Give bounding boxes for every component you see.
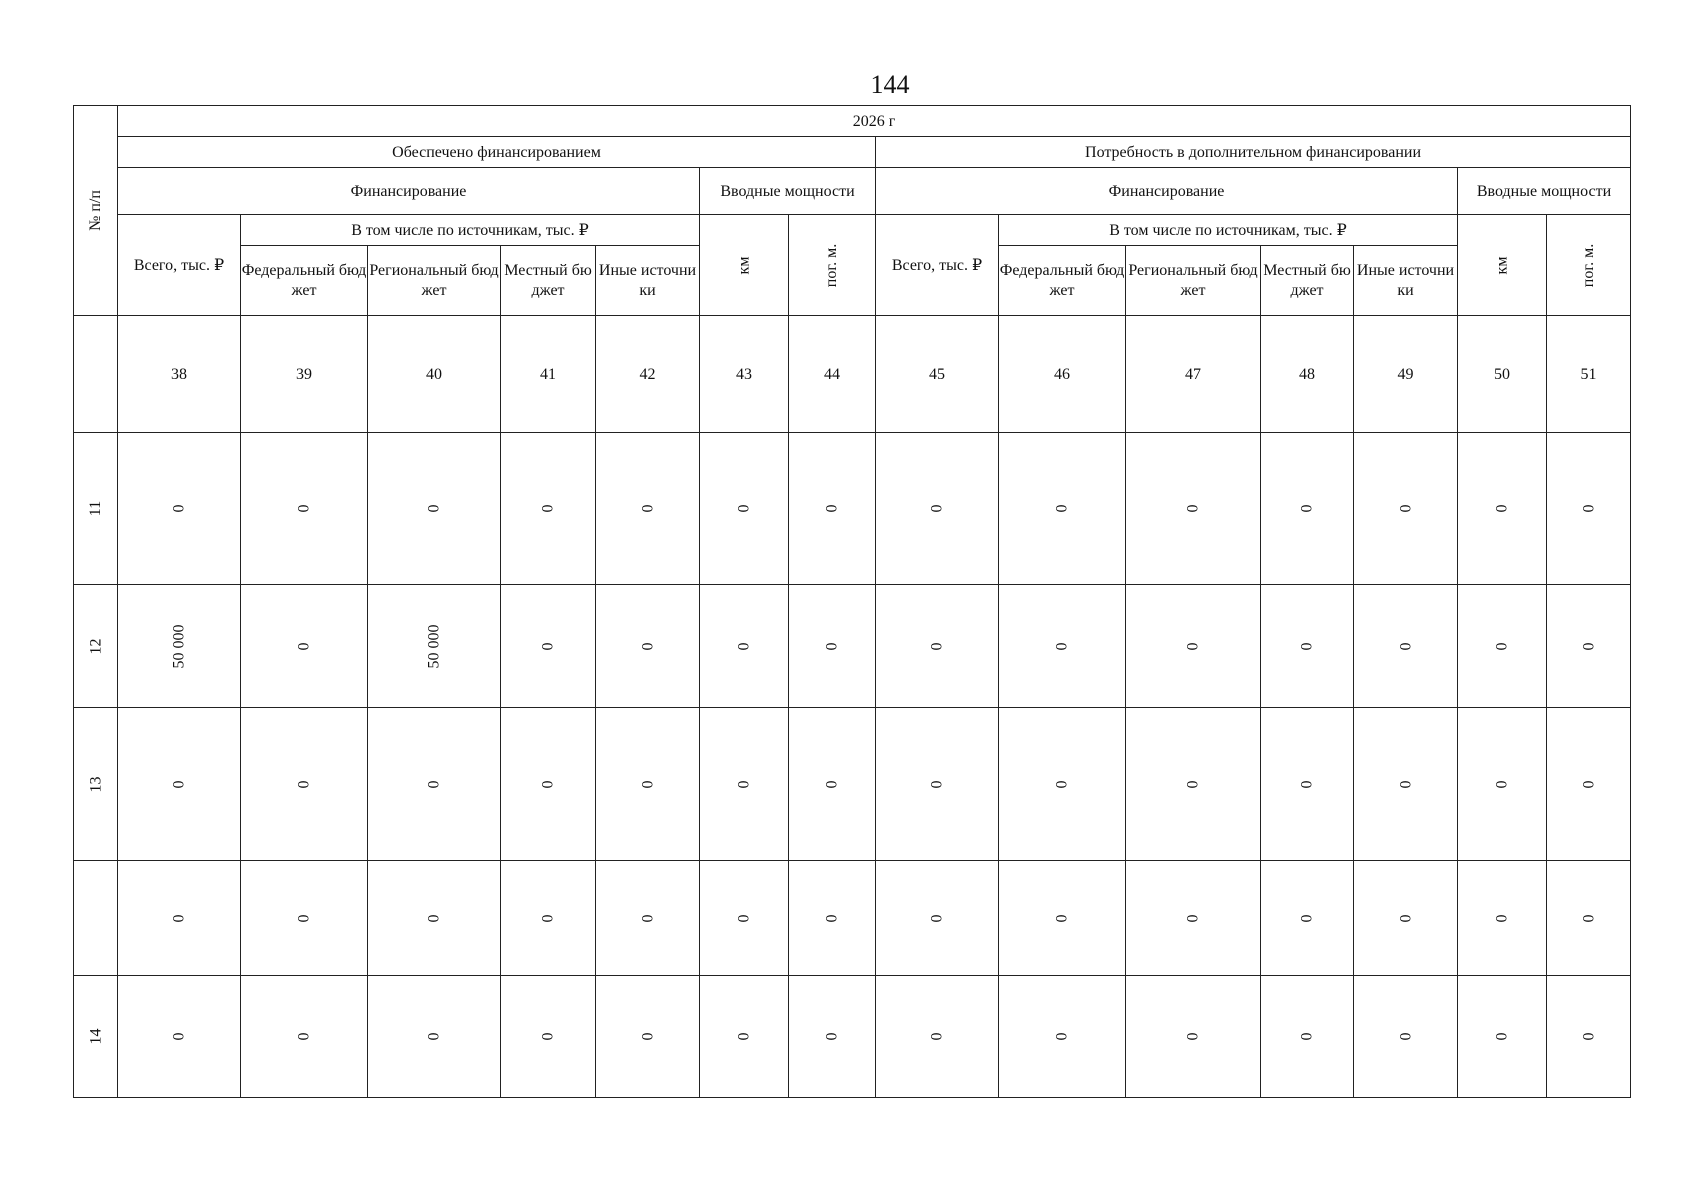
column-number: 51 — [1547, 316, 1631, 433]
table-cell: 0 — [1458, 433, 1547, 585]
table-cell: 0 — [241, 585, 368, 708]
unit-pog-header-secured: пог. м. — [789, 215, 876, 316]
table-cell: 0 — [1547, 433, 1631, 585]
row-number-header: № п/п — [74, 106, 118, 316]
table-cell: 0 — [1126, 976, 1261, 1098]
table-cell: 0 — [700, 861, 789, 976]
column-number: 41 — [501, 316, 596, 433]
local-budget-header-need: Местный бюджет — [1261, 246, 1354, 316]
table-cell: 0 — [1547, 861, 1631, 976]
table-cell: 0 — [1126, 433, 1261, 585]
secured-financing-header: Обеспечено финансированием — [118, 137, 876, 168]
table-cell: 0 — [1458, 976, 1547, 1098]
unit-pog-header-need: пог. м. — [1547, 215, 1631, 316]
table-cell: 0 — [789, 861, 876, 976]
table-cell: 0 — [1126, 861, 1261, 976]
column-number: 43 — [700, 316, 789, 433]
table-cell: 0 — [700, 976, 789, 1098]
table-cell: 0 — [501, 433, 596, 585]
table-cell: 0 — [700, 708, 789, 861]
financing-header-secured: Финансирование — [118, 168, 700, 215]
table-cell: 0 — [999, 976, 1126, 1098]
page-number: 144 — [870, 70, 910, 99]
table-cell: 0 — [501, 708, 596, 861]
other-sources-header-secured: Иные источники — [596, 246, 700, 316]
table-cell: 0 — [1126, 585, 1261, 708]
table-cell: 0 — [876, 585, 999, 708]
table-cell: 0 — [1458, 708, 1547, 861]
capacity-header-need: Вводные мощности — [1458, 168, 1631, 215]
column-number: 45 — [876, 316, 999, 433]
table-cell: 50 000 — [118, 585, 241, 708]
table-cell: 0 — [1261, 861, 1354, 976]
table-row — [74, 976, 1631, 1098]
column-number: 50 — [1458, 316, 1547, 433]
table-cell: 0 — [241, 861, 368, 976]
table-cell: 0 — [876, 861, 999, 976]
table-cell: 0 — [999, 585, 1126, 708]
table-cell: 0 — [241, 708, 368, 861]
other-sources-header-need: Иные источники — [1354, 246, 1458, 316]
row-number — [74, 861, 118, 976]
row-number: 11 — [74, 433, 118, 585]
column-number — [74, 316, 118, 433]
table-body — [74, 433, 1631, 1098]
table-cell: 0 — [596, 585, 700, 708]
table-cell: 0 — [368, 433, 501, 585]
table-cell: 0 — [118, 433, 241, 585]
table-cell: 0 — [368, 976, 501, 1098]
column-number: 38 — [118, 316, 241, 433]
local-budget-header-secured: Местный бюджет — [501, 246, 596, 316]
table-cell: 0 — [789, 708, 876, 861]
table-cell: 0 — [1354, 708, 1458, 861]
table-cell: 0 — [1354, 861, 1458, 976]
table-cell: 0 — [789, 433, 876, 585]
table-cell: 0 — [1126, 708, 1261, 861]
column-numbers-row — [74, 316, 1631, 433]
table-cell: 0 — [501, 585, 596, 708]
table-cell: 50 000 — [368, 585, 501, 708]
table-cell: 0 — [999, 708, 1126, 861]
unit-km-header-secured: км — [700, 215, 789, 316]
table-cell: 0 — [1458, 585, 1547, 708]
table-cell: 0 — [1261, 585, 1354, 708]
unit-km-header-need: км — [1458, 215, 1547, 316]
table-cell: 0 — [501, 976, 596, 1098]
table-cell: 0 — [596, 976, 700, 1098]
financing-header-need: Финансирование — [876, 168, 1458, 215]
regional-budget-header-secured: Региональный бюджет — [368, 246, 501, 316]
table-cell: 0 — [501, 861, 596, 976]
year-header: 2026 г — [118, 106, 1631, 137]
capacity-header-secured: Вводные мощности — [700, 168, 876, 215]
table-cell: 0 — [241, 976, 368, 1098]
table-cell: 0 — [700, 433, 789, 585]
table-cell: 0 — [789, 976, 876, 1098]
table-cell: 0 — [1547, 708, 1631, 861]
column-number: 40 — [368, 316, 501, 433]
table-cell: 0 — [118, 708, 241, 861]
column-number: 48 — [1261, 316, 1354, 433]
column-number: 47 — [1126, 316, 1261, 433]
table-cell: 0 — [789, 585, 876, 708]
column-number: 42 — [596, 316, 700, 433]
total-header-secured: Всего, тыс. ₽ — [118, 215, 241, 316]
table-cell: 0 — [1354, 976, 1458, 1098]
table-row — [74, 861, 1631, 976]
table-cell: 0 — [999, 433, 1126, 585]
table-cell: 0 — [1261, 976, 1354, 1098]
table-cell: 0 — [1458, 861, 1547, 976]
table-cell: 0 — [876, 433, 999, 585]
table-row — [74, 708, 1631, 861]
column-number: 39 — [241, 316, 368, 433]
table-cell: 0 — [999, 861, 1126, 976]
table-cell: 0 — [1547, 976, 1631, 1098]
column-number: 46 — [999, 316, 1126, 433]
table-cell: 0 — [596, 861, 700, 976]
row-number: 13 — [74, 708, 118, 861]
table-cell: 0 — [1354, 585, 1458, 708]
table-cell: 0 — [1261, 433, 1354, 585]
table-row — [74, 585, 1631, 708]
column-number: 49 — [1354, 316, 1458, 433]
table-cell: 0 — [118, 976, 241, 1098]
regional-budget-header-need: Региональный бюджет — [1126, 246, 1261, 316]
federal-budget-header-need: Федеральный бюджет — [999, 246, 1126, 316]
table-row — [74, 433, 1631, 585]
table-cell: 0 — [876, 708, 999, 861]
total-header-need: Всего, тыс. ₽ — [876, 215, 999, 316]
table-cell: 0 — [596, 433, 700, 585]
table-cell: 0 — [368, 861, 501, 976]
table-cell: 0 — [596, 708, 700, 861]
additional-financing-need-header: Потребность в дополнительном финансировании — [876, 137, 1631, 168]
table-cell: 0 — [118, 861, 241, 976]
sources-header-secured: В том числе по источникам, тыс. ₽ — [241, 215, 700, 246]
row-number: 12 — [74, 585, 118, 708]
table-cell: 0 — [368, 708, 501, 861]
table-cell: 0 — [1547, 585, 1631, 708]
table-cell: 0 — [241, 433, 368, 585]
table-cell: 0 — [876, 976, 999, 1098]
sources-header-need: В том числе по источникам, тыс. ₽ — [999, 215, 1458, 246]
federal-budget-header-secured: Федеральный бюджет — [241, 246, 368, 316]
table-cell: 0 — [1261, 708, 1354, 861]
row-number: 14 — [74, 976, 118, 1098]
table-cell: 0 — [1354, 433, 1458, 585]
table-cell: 0 — [700, 585, 789, 708]
financing-table — [73, 105, 1631, 1098]
column-number: 44 — [789, 316, 876, 433]
